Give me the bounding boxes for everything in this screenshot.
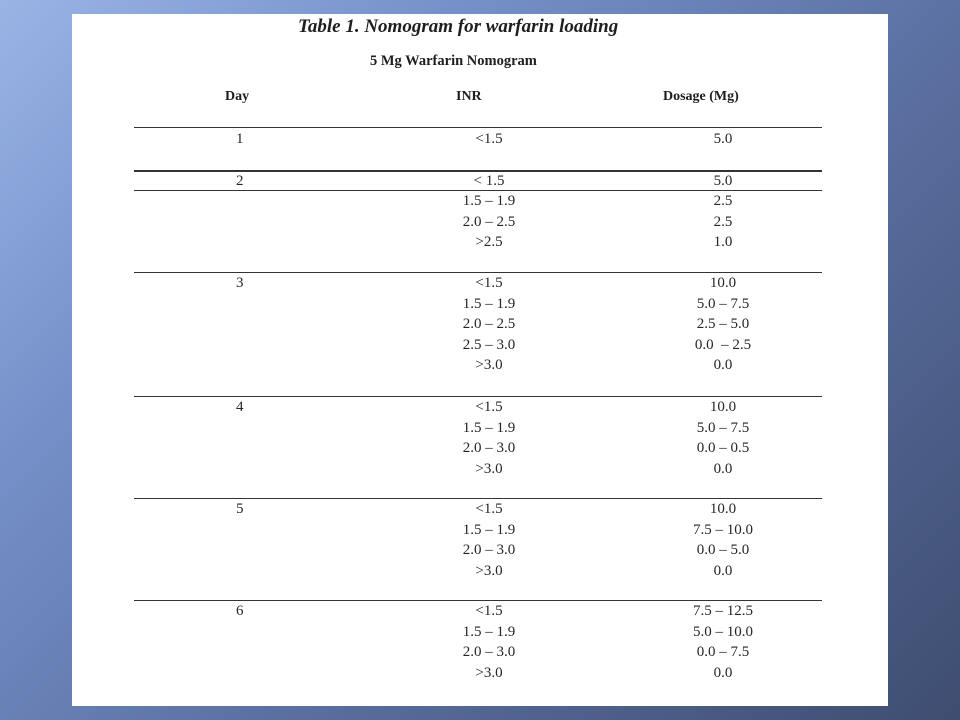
dosage-value: 0.0	[713, 460, 733, 477]
inr-value: 1.5 – 1.9	[462, 623, 516, 640]
dosage-value: 7.5 – 10.0	[693, 521, 753, 538]
dosage-value: 0.0 – 5.0	[696, 542, 750, 559]
dosage-values	[633, 129, 813, 150]
inr-value: >3.0	[475, 562, 503, 579]
rule-header	[134, 127, 822, 128]
dosage-value: 5.0	[713, 173, 733, 189]
dosage-value: 5.0 – 7.5	[696, 419, 750, 436]
day-label: 2	[236, 173, 244, 189]
inr-values	[399, 499, 579, 581]
inr-values	[399, 397, 579, 479]
inr-values	[399, 171, 579, 192]
inr-value: 2.0 – 3.0	[462, 542, 516, 559]
dosage-value: 5.0	[713, 131, 733, 147]
inr-values	[399, 601, 579, 683]
inr-value: <1.5	[475, 275, 503, 291]
dosage-values	[633, 191, 813, 253]
inr-value: 1.5 – 1.9	[462, 521, 516, 538]
inr-value: 1.5 – 1.9	[462, 295, 516, 312]
table-subtitle: 5 Mg Warfarin Nomogram	[370, 53, 537, 69]
dosage-value: 2.5	[713, 213, 733, 230]
dosage-value: 0.0 – 0.5	[696, 440, 750, 457]
inr-values	[399, 191, 579, 253]
day-label: 4	[236, 399, 244, 415]
dosage-value: 2.5 – 5.0	[696, 316, 750, 333]
inr-value: >3.0	[475, 357, 503, 374]
inr-value: >2.5	[475, 234, 503, 251]
dosage-value: 1.0	[713, 234, 733, 251]
dosage-value: 10.0	[709, 501, 737, 517]
day-label: 6	[236, 603, 244, 619]
inr-value: >3.0	[475, 460, 503, 477]
dosage-value: 0.0 – 2.5	[694, 336, 752, 353]
dosage-values	[633, 171, 813, 192]
dosage-value: 5.0 – 10.0	[693, 623, 753, 640]
inr-value: <1.5	[475, 399, 503, 415]
dosage-values	[633, 601, 813, 683]
dosage-values	[633, 499, 813, 581]
day-label: 3	[236, 275, 244, 291]
day-label: 1	[236, 131, 244, 147]
inr-value: 2.0 – 3.0	[462, 440, 516, 457]
inr-value: < 1.5	[473, 173, 505, 189]
dosage-value: 0.0	[713, 664, 733, 681]
slide-panel	[72, 14, 888, 706]
inr-values	[399, 129, 579, 150]
inr-values	[399, 273, 579, 376]
inr-value: >3.0	[475, 664, 503, 681]
dosage-value: 10.0	[709, 399, 737, 415]
column-header-day: Day	[225, 89, 250, 104]
inr-value: 2.0 – 3.0	[462, 644, 516, 661]
inr-value: 1.5 – 1.9	[462, 193, 516, 209]
column-header-dosage: Dosage (Mg)	[663, 89, 739, 104]
day-label: 5	[236, 501, 244, 517]
dosage-value: 5.0 – 7.5	[696, 295, 750, 312]
dosage-value: 0.0 – 7.5	[696, 644, 750, 661]
dosage-values	[633, 273, 813, 376]
dosage-value: 7.5 – 12.5	[693, 603, 753, 619]
inr-value: <1.5	[475, 603, 503, 619]
column-header-inr: INR	[456, 89, 482, 104]
dosage-value: 0.0	[713, 357, 733, 374]
inr-value: 2.0 – 2.5	[462, 213, 516, 230]
dosage-value: 0.0	[713, 562, 733, 579]
inr-value: <1.5	[475, 131, 503, 147]
inr-value: 1.5 – 1.9	[462, 419, 516, 436]
dosage-values	[633, 397, 813, 479]
inr-value: 2.0 – 2.5	[462, 316, 516, 333]
inr-value: 2.5 – 3.0	[462, 336, 516, 353]
inr-value: <1.5	[475, 501, 503, 517]
dosage-value: 2.5	[713, 193, 733, 209]
table-title: Table 1. Nomogram for warfarin loading	[298, 16, 619, 37]
dosage-value: 10.0	[709, 275, 737, 291]
